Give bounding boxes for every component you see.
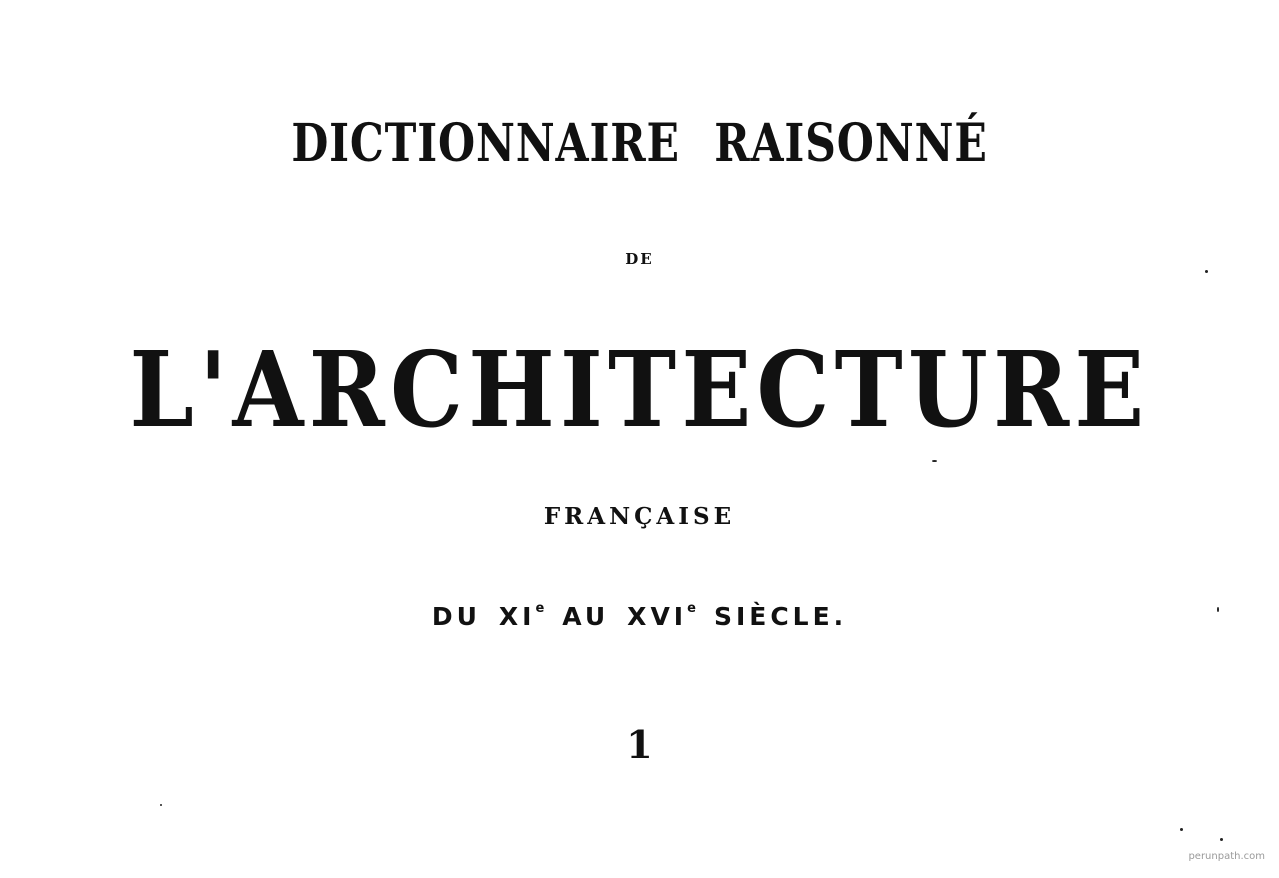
watermark-text: perunpath.com	[1188, 851, 1265, 862]
preposition-de: DE	[625, 250, 654, 268]
period-xi-superscript: e	[535, 601, 545, 616]
period-xvi-superscript: e	[687, 601, 696, 616]
dictionary-title	[115, 113, 1164, 174]
ink-speck	[1205, 270, 1208, 273]
period-xvi: XVI	[627, 602, 688, 631]
ink-speck	[1217, 607, 1219, 612]
ink-speck	[160, 804, 162, 806]
ink-speck	[1220, 838, 1223, 841]
title-word-raisonne: RAISONNÉ	[714, 113, 988, 174]
adjective-francaise: FRANÇAISE	[543, 503, 736, 530]
period-xi: XI	[498, 602, 536, 631]
main-title-architecture: L'ARCHITECTURE	[129, 328, 1150, 451]
period-subtitle	[0, 601, 1279, 631]
period-siecle: SIÈCLE.	[713, 602, 848, 631]
volume-number: 1	[626, 722, 653, 767]
title-word-dictionnaire: DICTIONNAIRE	[291, 113, 680, 174]
period-au: AU	[562, 602, 610, 631]
ink-speck	[1180, 828, 1183, 831]
ink-speck	[932, 460, 937, 462]
period-du: DU	[431, 602, 481, 631]
